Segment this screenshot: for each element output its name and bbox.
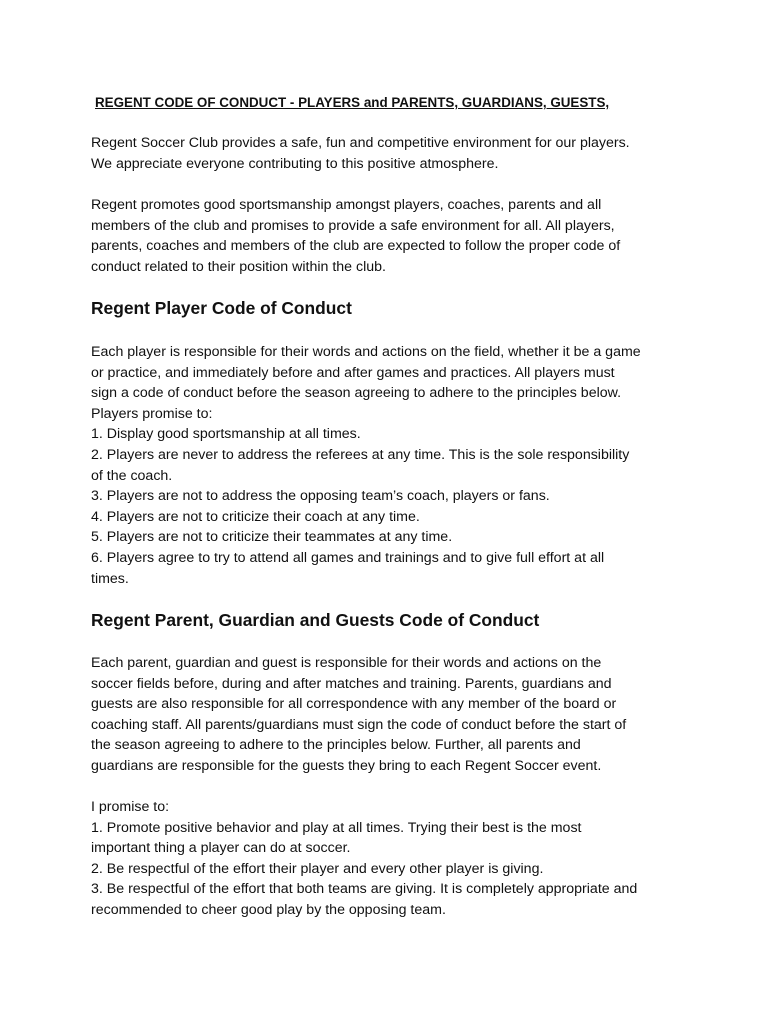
player-section-body [91,342,691,589]
text-line: or practice, and immediately before and after games and practices. All players must [91,364,615,381]
list-item: 2. Players are never to address the referees at any time. This is the sole responsibility [91,446,630,463]
text-line: guardians are responsible for the guests they bring to each Regent Soccer event. [91,757,602,774]
list-item-continued: of the coach. [91,467,173,484]
list-item: 6. Players agree to try to attend all games and trainings and to give full effort at all [91,549,605,566]
list-item-continued: recommended to cheer good play by the opposing team. [91,901,446,918]
list-item: 5. Players are not to criticize their teammates at any time. [91,529,453,546]
parent-promise-list [91,797,691,921]
text-line: parents, coaches and members of the club are expected to follow the proper code of [91,238,621,255]
text-line: Regent promotes good sportsmanship amongst players, coaches, parents and all [91,197,602,213]
text-line: soccer fields before, during and after matches and training. Parents, guardians and [91,675,612,692]
text-line: members of the club and promises to provide a safe environment for all. All players, [91,217,615,234]
list-item-continued: times. [91,570,129,587]
text-line: Each player is responsible for their words and actions on the field, whether it be a game [91,344,641,360]
text-line: Regent Soccer Club provides a safe, fun and competitive environment for our players. [91,135,630,151]
list-item: 3. Be respectful of the effort that both teams are giving. It is completely appropriate and [91,881,638,898]
text-line: guests are also responsible for all correspondence with any member of the board or [91,696,617,713]
parent-section-heading: Regent Parent, Guardian and Guests Code of Conduct [91,610,540,630]
list-item: 3. Players are not to address the opposing team’s coach, players or fans. [91,488,550,505]
parent-section-body [91,653,691,777]
text-line: conduct related to their position within the club. [91,258,386,275]
list-item-continued: important thing a player can do at soccer. [91,840,351,857]
document-title: REGENT CODE OF CONDUCT - PLAYERS and PARENTS, GUARDIANS, GUESTS, [95,95,610,110]
text-line: coaching staff. All parents/guardians must sign the code of conduct before the start of [91,716,627,733]
text-line: I promise to: [91,799,170,815]
intro-paragraph-2 [91,195,691,277]
text-line: We appreciate everyone contributing to this positive atmosphere. [91,155,499,172]
text-line: Players promise to: [91,405,213,422]
list-item: 1. Display good sportsmanship at all times. [91,426,361,443]
list-item: 4. Players are not to criticize their coach at any time. [91,508,420,525]
text-line: sign a code of conduct before the season agreeing to adhere to the principles below. [91,385,622,402]
list-item: 2. Be respectful of the effort their player and every other player is giving. [91,860,544,877]
player-section-heading: Regent Player Code of Conduct [91,298,352,318]
intro-paragraph-1 [91,133,691,174]
list-item: 1. Promote positive behavior and play at all times. Trying their best is the most [91,819,582,836]
text-line: Each parent, guardian and guest is responsible for their words and actions on the [91,655,602,671]
text-line: the season agreeing to adhere to the principles below. Further, all parents and [91,737,581,754]
